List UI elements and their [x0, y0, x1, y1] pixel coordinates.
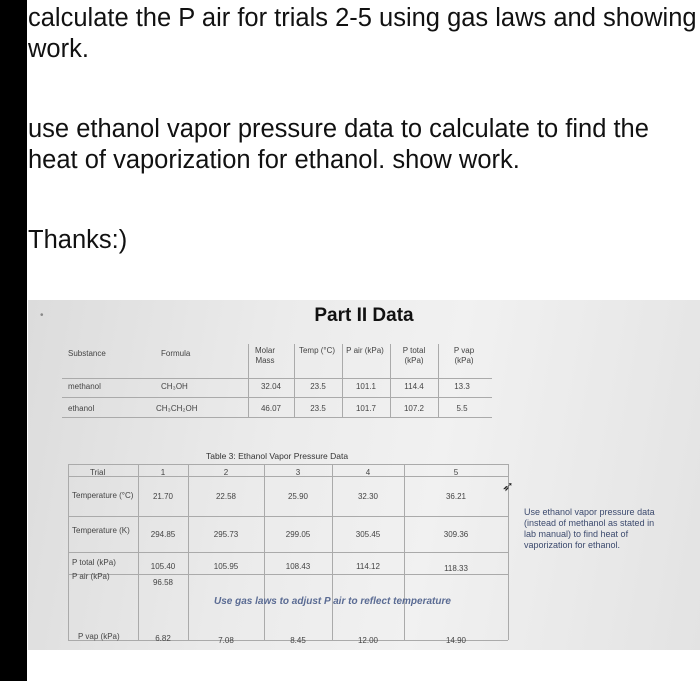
- t3-vrule: [332, 464, 333, 640]
- t1-rule: [62, 397, 492, 398]
- t3-trial-header: 2: [223, 468, 229, 477]
- t3-cell: 105.40: [150, 562, 176, 571]
- t3-cell: 105.95: [213, 562, 239, 571]
- t3-row-label: Temperature (K): [72, 526, 130, 535]
- t1-header-p-air: P air (kPa): [346, 346, 384, 355]
- t3-cell: 118.33: [444, 564, 468, 573]
- t3-cell: 14.90: [445, 636, 467, 645]
- t3-row-label: P vap (kPa): [78, 632, 120, 641]
- t1-cell: ethanol: [68, 404, 95, 413]
- t3-vrule: [138, 464, 139, 640]
- t3-cell: 22.58: [215, 492, 237, 501]
- t3-vrule: [68, 464, 69, 640]
- t3-cell: 32.30: [357, 492, 379, 501]
- photo-title: Part II Data: [314, 305, 414, 326]
- t3-cell: 114.12: [356, 562, 380, 571]
- t3-cell: 12.00: [357, 636, 379, 645]
- t3-cell: 36.21: [445, 492, 467, 501]
- t1-header-formula: Formula: [161, 349, 191, 358]
- t3-cell: 7.08: [218, 636, 234, 645]
- t3-trial-header: 3: [295, 468, 301, 477]
- t3-cell: 295.73: [213, 530, 239, 539]
- t3-cell: 294.85: [150, 530, 176, 539]
- t3-rule: [68, 464, 508, 465]
- t1-cell: 32.04: [260, 382, 282, 391]
- t3-cell: 108.43: [285, 562, 311, 571]
- t1-cell: 107.2: [403, 404, 425, 413]
- gas-law-instruction: Use gas laws to adjust P air to reflect temperature: [214, 596, 451, 607]
- t3-row-label: P air (kPa): [72, 572, 110, 581]
- t3-cell: 305.45: [355, 530, 381, 539]
- t3-cell: 6.82: [155, 634, 171, 643]
- question-text-3: Thanks:): [28, 226, 128, 254]
- t1-header-substance: Substance: [68, 349, 106, 358]
- t3-rule: [68, 574, 508, 575]
- left-edge-bar: [0, 0, 27, 681]
- t3-vrule: [404, 464, 405, 640]
- t1-header-temp: Temp (°C): [298, 346, 336, 355]
- t3-trial-header: 1: [160, 468, 166, 477]
- t3-cell: 299.05: [285, 530, 311, 539]
- t1-cell: 5.5: [456, 404, 468, 413]
- t3-cell: 8.45: [290, 636, 306, 645]
- t1-cell: 46.07: [260, 404, 282, 413]
- t3-cell: 25.90: [287, 492, 309, 501]
- t1-cell: CH₃CH₂OH: [156, 404, 198, 413]
- t1-cell: methanol: [68, 382, 101, 391]
- cursor-arrow-icon: ➶: [502, 478, 514, 494]
- t1-header-p-vap: P vap (kPa): [453, 346, 475, 365]
- side-note: Use ethanol vapor pressure data (instead of methanol as stated in lab manual) to find heat of vaporization for ethanol.: [524, 507, 655, 550]
- t1-cell: 23.5: [310, 382, 326, 391]
- t3-rule: [68, 516, 508, 517]
- t3-rule: [68, 552, 508, 553]
- t3-row-label: Temperature (°C): [72, 491, 134, 500]
- t3-cell: 21.70: [152, 492, 174, 501]
- t1-rule: [62, 417, 492, 418]
- t3-vrule: [188, 464, 189, 640]
- bullet-mark-icon: •: [40, 310, 44, 321]
- question-text-1: calculate the P air for trials 2-5 using gas laws and showing work.: [28, 4, 697, 63]
- t1-rule: [62, 378, 492, 379]
- t1-cell: CH₃OH: [161, 382, 188, 391]
- t3-cell: 96.58: [152, 578, 174, 587]
- t3-row-label: P total (kPa): [72, 558, 116, 567]
- t3-trial-header: 4: [365, 468, 371, 477]
- t3-trial-header: 5: [453, 468, 459, 477]
- table3-caption: Table 3: Ethanol Vapor Pressure Data: [206, 451, 349, 461]
- t1-header-p-total: P total (kPa): [402, 346, 426, 365]
- t3-trial-label: Trial: [90, 468, 106, 477]
- t3-vrule: [264, 464, 265, 640]
- t1-header-molar-mass: Molar Mass: [254, 346, 275, 365]
- t1-cell: 13.3: [454, 382, 470, 391]
- data-sheet-photo[interactable]: [28, 300, 700, 650]
- t1-cell: 23.5: [310, 404, 326, 413]
- t1-cell: 101.1: [355, 382, 377, 391]
- t3-cell: 309.36: [443, 530, 469, 539]
- question-text-2: use ethanol vapor pressure data to calculate to find the heat of vaporization for ethanol. show work.: [28, 115, 649, 174]
- t1-cell: 114.4: [404, 382, 424, 391]
- t1-cell: 101.7: [355, 404, 377, 413]
